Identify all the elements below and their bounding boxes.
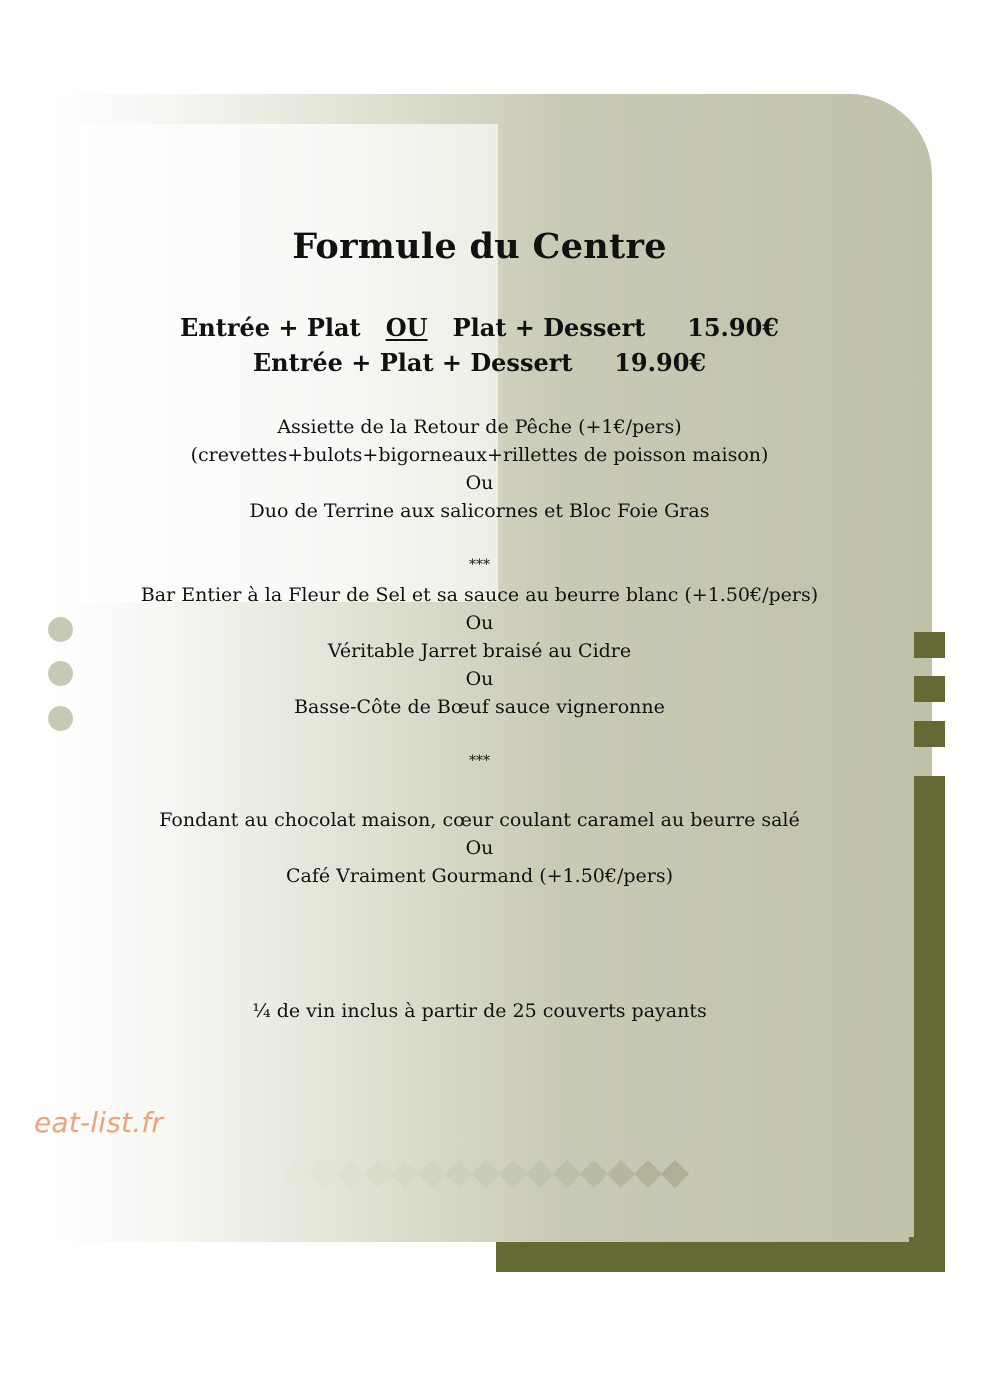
menu-item-detail: (crevettes+bulots+bigorneaux+rillettes de poisson maison) bbox=[190, 444, 769, 466]
olive-corner bbox=[909, 1237, 914, 1242]
formula-line-2 bbox=[0, 348, 959, 377]
top-margin bbox=[498, 0, 989, 94]
olive-tab bbox=[914, 721, 945, 747]
separator: *** bbox=[469, 753, 490, 769]
formula-part-a: Entrée + Plat bbox=[179, 313, 361, 342]
menu-or: Ou bbox=[465, 612, 494, 634]
menu-item: Bar Entier à la Fleur de Sel et sa sauce au beurre blanc (+1.50€/pers) bbox=[140, 584, 819, 606]
menu-item: Véritable Jarret braisé au Cidre bbox=[327, 640, 632, 662]
menu-or: Ou bbox=[465, 837, 494, 859]
wine-note: ¼ de vin inclus à partir de 25 couverts payants bbox=[252, 1000, 707, 1022]
menu-item: Duo de Terrine aux salicornes et Bloc Foie Gras bbox=[249, 500, 710, 522]
menu-or: Ou bbox=[465, 668, 494, 690]
menu-item: Fondant au chocolat maison, cœur coulant caramel au beurre salé bbox=[159, 809, 800, 831]
separator: *** bbox=[469, 557, 490, 573]
formula-price-2: 19.90€ bbox=[614, 348, 707, 377]
olive-border-horizontal bbox=[496, 1242, 945, 1272]
formula-part-b: Plat + Dessert bbox=[452, 313, 646, 342]
menu-or: Ou bbox=[465, 472, 494, 494]
menu-item: Basse-Côte de Bœuf sauce vigneronne bbox=[294, 696, 665, 718]
formula-price-1: 15.90€ bbox=[687, 313, 779, 342]
formula-label-2: Entrée + Plat + Dessert bbox=[252, 348, 573, 377]
menu-item: Café Vraiment Gourmand (+1.50€/pers) bbox=[285, 865, 674, 887]
page-title: Formule du Centre bbox=[292, 226, 667, 267]
formula-connector: OU bbox=[385, 313, 428, 342]
menu-item: Assiette de la Retour de Pêche (+1€/pers) bbox=[277, 416, 682, 438]
watermark: eat-list.fr bbox=[34, 1106, 164, 1139]
formula-line-1 bbox=[0, 313, 959, 342]
